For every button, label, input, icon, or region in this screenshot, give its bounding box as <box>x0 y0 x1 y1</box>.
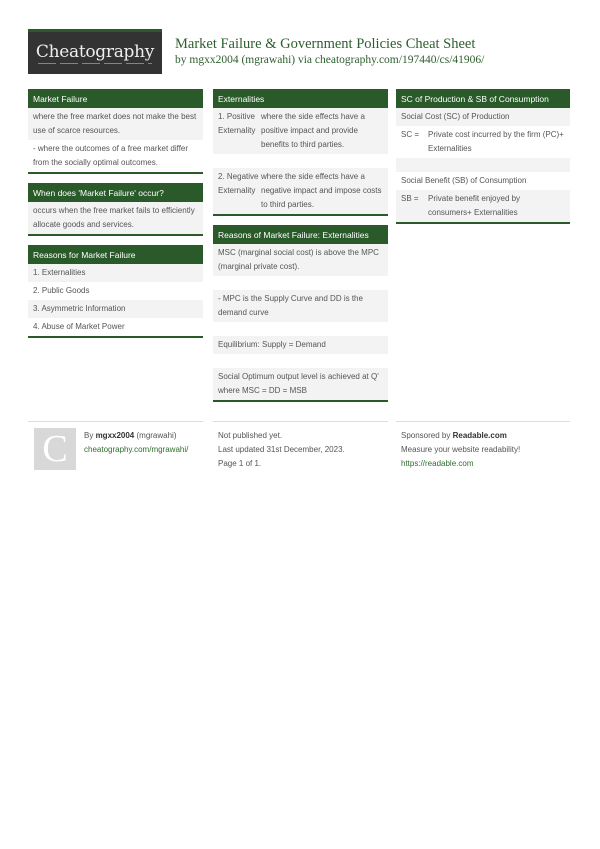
list-item: - MPC is the Supply Curve and DD is the demand curve <box>213 290 388 322</box>
footer-divider <box>28 421 203 422</box>
logo-label: Cheatography <box>35 42 155 62</box>
column-3 <box>396 89 570 233</box>
footer-divider <box>396 421 570 422</box>
sponsor-prefix: Sponsored by <box>401 431 453 440</box>
row-spacer <box>213 276 388 290</box>
section-header: Reasons of Market Failure: Externalities <box>213 225 388 244</box>
author-line <box>84 429 188 443</box>
logo-underline <box>38 63 152 64</box>
section-reasons-externalities <box>213 225 388 402</box>
column-1 <box>28 89 203 347</box>
sponsor-info <box>401 429 520 471</box>
subheading: Social Benefit (SB) of Consumption <box>396 172 570 190</box>
author-link[interactable]: cheatography.com/mgrawahi/ <box>84 445 189 454</box>
list-item: 3. Asymmetric Information <box>28 300 203 318</box>
author-handle: (mgrawahi) <box>134 431 177 440</box>
section-header: Externalities <box>213 89 388 108</box>
section-header: Market Failure <box>28 89 203 108</box>
last-updated: Last updated 31st December, 2023. <box>218 445 345 454</box>
section-header: SC of Production & SB of Consumption <box>396 89 570 108</box>
list-item: - where the outcomes of a free market differ from the socially optimal outcomes. <box>28 140 203 172</box>
author-username: mgxx2004 <box>95 431 135 440</box>
title-block <box>175 36 484 68</box>
row-key: SC = <box>401 130 420 139</box>
cheatography-logo[interactable] <box>28 29 162 74</box>
footer-divider <box>213 421 388 422</box>
list-item: MSC (marginal social cost) is above the MPC (marginal private cost). <box>213 244 388 276</box>
sponsor-link[interactable]: https://readable.com <box>401 459 474 468</box>
by-prefix: By <box>84 431 96 440</box>
author-info <box>84 429 188 457</box>
list-item: 1. Externalities <box>28 264 203 282</box>
table-row <box>396 190 570 222</box>
row-value: Private cost incurred by the firm (PC)+ Externalities <box>428 130 564 153</box>
section-sc-sb <box>396 89 570 224</box>
section-market-failure <box>28 89 203 174</box>
row-spacer <box>213 354 388 368</box>
list-item: 4. Abuse of Market Power <box>28 318 203 336</box>
column-2 <box>213 89 388 411</box>
row-value: where the side effects have a positive impact and provide benefits to third parties. <box>261 112 365 149</box>
sponsor-line <box>401 429 520 443</box>
table-row <box>213 108 388 154</box>
list-item: Equilibrium: Supply = Demand <box>213 336 388 354</box>
row-spacer <box>213 154 388 168</box>
table-row <box>396 126 570 158</box>
page-subtitle[interactable]: by mgxx2004 (mgrawahi) via cheatography.com/197440/cs/41906/ <box>175 54 485 66</box>
published-status: Not published yet. <box>218 431 283 440</box>
section-when-occur <box>28 183 203 236</box>
row-key: SB = <box>401 194 419 203</box>
row-key: 1. Positive Externality <box>218 112 256 135</box>
list-item: where the free market does not make the best use of scarce resources. <box>28 108 203 140</box>
page-number: Page 1 of 1. <box>218 459 262 468</box>
sponsor-tagline: Measure your website readability! <box>401 445 521 454</box>
row-value: where the side effects have a negative impact and impose costs to third parties. <box>261 172 382 209</box>
list-item: 2. Public Goods <box>28 282 203 300</box>
table-row <box>213 168 388 214</box>
row-spacer <box>396 158 570 172</box>
subheading: Social Cost (SC) of Production <box>396 108 570 126</box>
row-spacer <box>213 322 388 336</box>
section-header: When does 'Market Failure' occur? <box>28 183 203 202</box>
row-key: 2. Negative Externality <box>218 172 259 195</box>
avatar: C <box>34 428 76 470</box>
list-item: Social Optimum output level is achieved at Q' where MSC = DD = MSB <box>213 368 388 400</box>
section-reasons <box>28 245 203 338</box>
sponsor-name: Readable.com <box>452 431 507 440</box>
list-item: occurs when the free market fails to efficiently allocate goods and services. <box>28 202 203 234</box>
publish-info <box>218 429 345 471</box>
logo-text <box>36 42 154 64</box>
section-header: Reasons for Market Failure <box>28 245 203 264</box>
section-externalities <box>213 89 388 216</box>
row-value: Private benefit enjoyed by consumers+ Externalities <box>428 194 521 217</box>
page-title: Market Failure & Government Policies Cheat Sheet <box>175 36 476 52</box>
